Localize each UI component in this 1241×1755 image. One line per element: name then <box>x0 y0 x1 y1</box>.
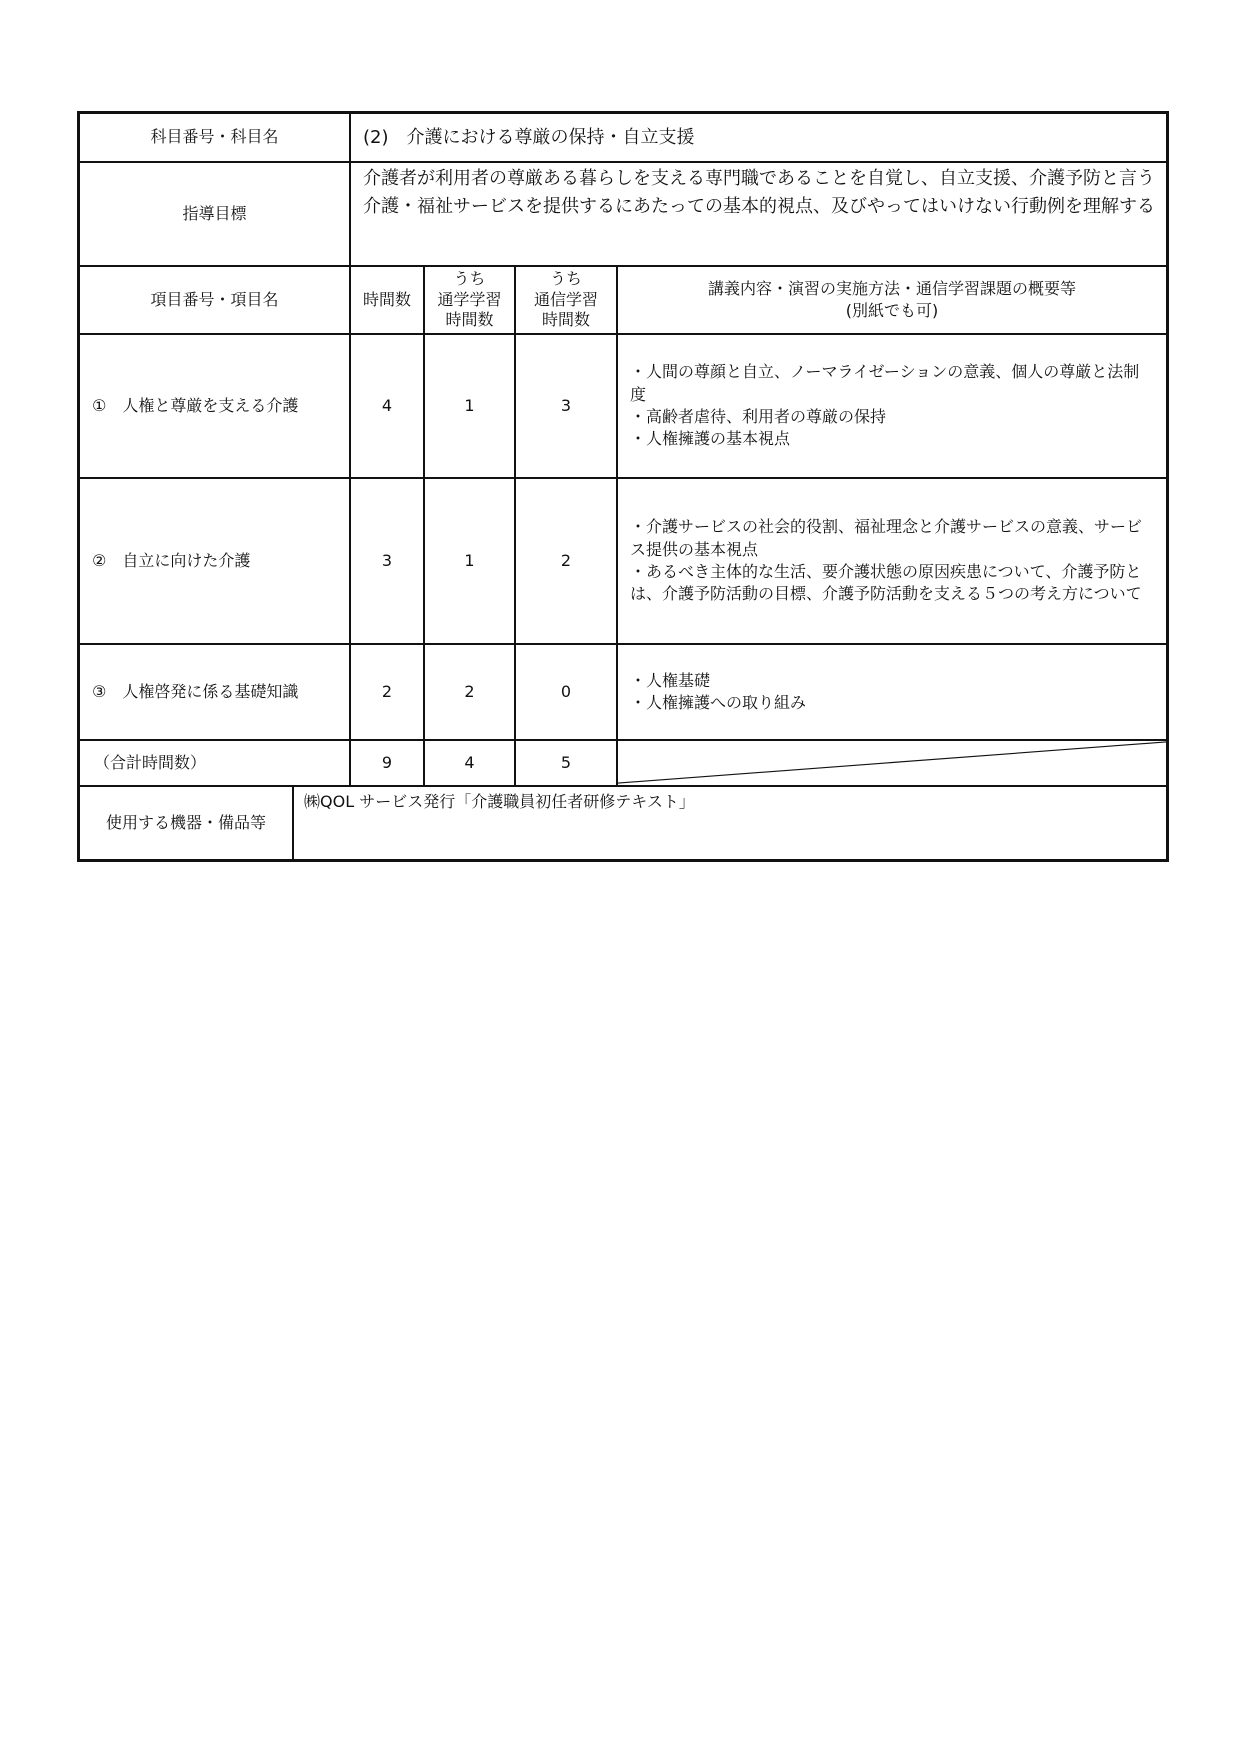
diagonal-strike <box>618 741 1166 785</box>
total-remote-hours: 5 <box>515 740 617 786</box>
total-row <box>77 740 1169 786</box>
item-content <box>617 478 1169 644</box>
content-bullet: ・あるべき主体的な生活、要介護状態の原因疾患について、介護予防とは、介護予防活動の目標、介護予防活動を支える５つの考え方について <box>630 562 1142 604</box>
header-hours: 時間数 <box>350 266 424 334</box>
item-remote-hours: 3 <box>515 334 617 478</box>
total-commute-hours: 4 <box>424 740 515 786</box>
item-content <box>617 334 1169 478</box>
content-bullet: ・人間の尊顔と自立、ノーマライゼーションの意義、個人の尊厳と法制度 <box>630 362 1140 404</box>
header-commute <box>424 266 515 334</box>
header-remote <box>515 266 617 334</box>
header-commute-line: うち <box>453 268 486 288</box>
goal-label: 指導目標 <box>77 162 350 266</box>
content-bullet: ・人権擁護の基本視点 <box>630 429 791 449</box>
course-table <box>77 111 1169 862</box>
content-bullet: ・高齢者虐待、利用者の尊厳の保持 <box>630 407 887 426</box>
header-content-line: (別紙でも可) <box>845 301 939 320</box>
header-commute-line: 通学学習 <box>437 289 502 309</box>
item-commute-hours: 1 <box>424 478 515 644</box>
item-name: ② 自立に向けた介護 <box>77 478 350 644</box>
item-hours: 4 <box>350 334 424 478</box>
subject-label: 科目番号・科目名 <box>77 111 350 162</box>
header-row <box>77 266 1169 334</box>
total-label: （合計時間数） <box>77 740 350 786</box>
item-hours: 3 <box>350 478 424 644</box>
item-row <box>77 334 1169 478</box>
header-content-line: 講義内容・演習の実施方法・通信学習課題の概要等 <box>707 278 1076 298</box>
item-commute-hours: 2 <box>424 644 515 740</box>
subject-row <box>77 111 1169 162</box>
goal-row <box>77 162 1169 266</box>
item-name: ① 人権と尊厳を支える介護 <box>77 334 350 478</box>
item-commute-hours: 1 <box>424 334 515 478</box>
equipment-label: 使用する機器・備品等 <box>77 786 293 862</box>
header-item: 項目番号・項目名 <box>77 266 350 334</box>
total-blank-cell <box>617 740 1169 786</box>
header-remote-line: 時間数 <box>541 310 590 330</box>
header-remote-line: うち <box>549 268 582 288</box>
item-remote-hours: 2 <box>515 478 617 644</box>
total-hours: 9 <box>350 740 424 786</box>
header-content <box>617 266 1169 334</box>
item-hours: 2 <box>350 644 424 740</box>
content-bullet: ・人権基礎 <box>630 670 711 690</box>
content-bullet: ・人権擁護への取り組み <box>630 693 807 712</box>
subject-value: (2) 介護における尊厳の保持・自立支援 <box>350 111 1169 162</box>
item-row <box>77 644 1169 740</box>
header-remote-line: 通信学習 <box>533 289 598 309</box>
item-name: ③ 人権啓発に係る基礎知識 <box>77 644 350 740</box>
content-bullet: ・介護サービスの社会的役割、福祉理念と介護サービスの意義、サービス提供の基本視点 <box>630 517 1143 559</box>
item-row <box>77 478 1169 644</box>
equipment-value: ㈱QOL サービス発行「介護職員初任者研修テキスト」 <box>293 786 1169 862</box>
goal-value: 介護者が利用者の尊厳ある暮らしを支える専門職であることを自覚し、自立支援、介護予防と言う介護・福祉サービスを提供するにあたっての基本的視点、及びやってはいけない行動例を理解する <box>350 162 1169 266</box>
item-remote-hours: 0 <box>515 644 617 740</box>
item-content <box>617 644 1169 740</box>
equipment-row <box>77 786 1169 862</box>
header-commute-line: 時間数 <box>445 310 494 330</box>
